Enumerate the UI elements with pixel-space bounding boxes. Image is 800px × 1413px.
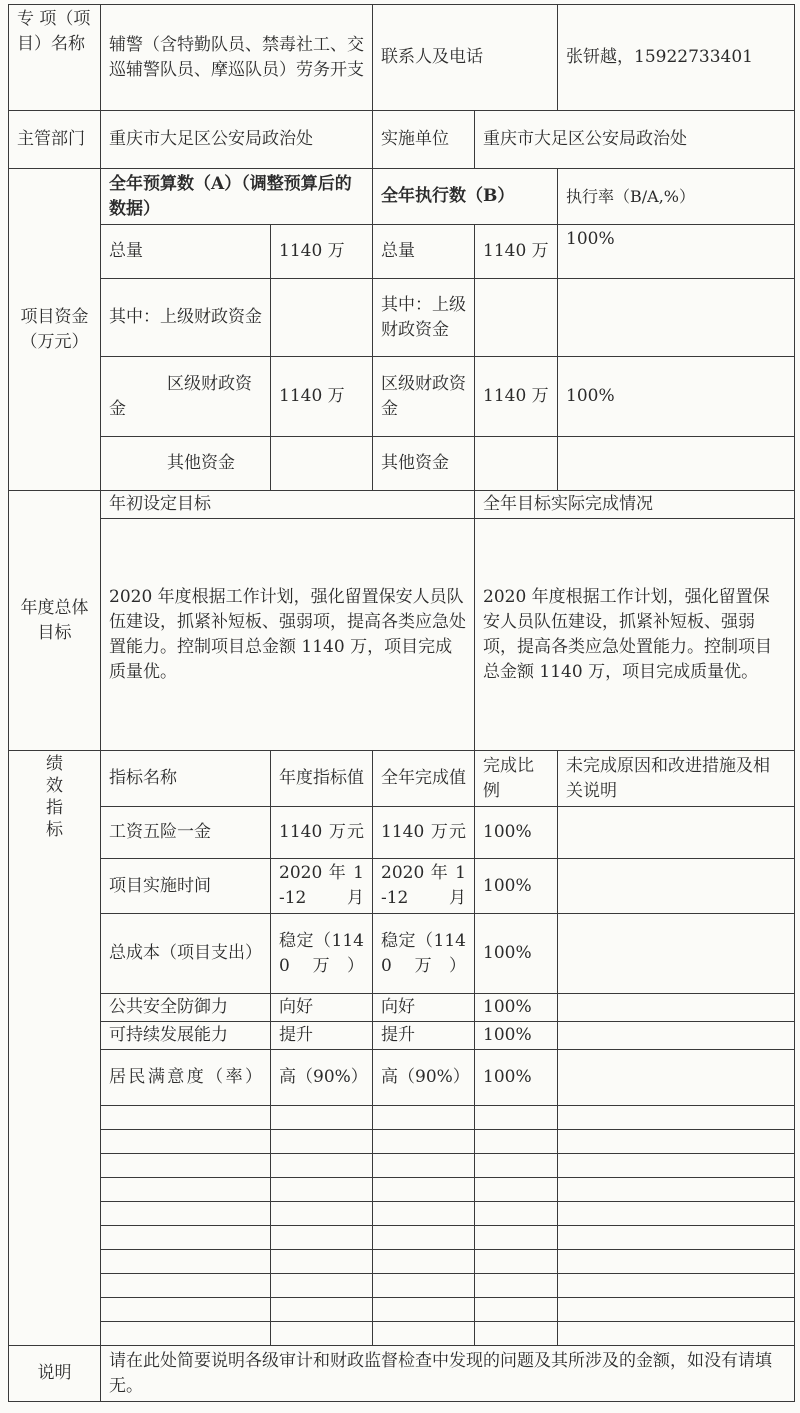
indicator-note	[558, 914, 795, 994]
empty-row	[9, 1106, 795, 1130]
fund-budget	[271, 437, 373, 491]
indicator-ratio: 100%	[475, 1022, 558, 1050]
indicator-target: 提升	[271, 1022, 373, 1050]
indicator-row	[9, 914, 795, 994]
indicators-label-char: 标	[46, 820, 63, 840]
fund-exec	[475, 279, 558, 357]
funds-row	[9, 279, 795, 357]
indicator-row	[9, 807, 795, 859]
indicator-note	[558, 1022, 795, 1050]
indicator-ratio: 100%	[475, 807, 558, 859]
indicators-label-char: 绩	[46, 754, 63, 774]
project-name-value: 辅警（含特勤队员、禁毒社工、交巡辅警队员、摩巡队员）劳务开支	[101, 5, 373, 111]
fund-label: 总量	[101, 225, 271, 279]
goals-text-row	[9, 519, 795, 751]
indicator-actual: 2020 年 1-12 月	[373, 859, 475, 914]
fund-exec-label: 其他资金	[373, 437, 475, 491]
fund-exec	[475, 437, 558, 491]
contact-value: 张钘越，15922733401	[558, 5, 795, 111]
indicator-actual: 向好	[373, 994, 475, 1022]
performance-evaluation-table	[8, 4, 795, 1402]
empty-row	[9, 1202, 795, 1226]
indicator-header-row	[9, 751, 795, 807]
rate-header: 执行率（B/A,%）	[558, 169, 795, 225]
fund-exec-label: 其中：上级财政资金	[373, 279, 475, 357]
indicator-row	[9, 1050, 795, 1106]
empty-row	[9, 1298, 795, 1322]
indicator-target: 向好	[271, 994, 373, 1022]
indicator-name: 项目实施时间	[101, 859, 271, 914]
fund-label: 其他资金	[101, 437, 271, 491]
indicator-row	[9, 994, 795, 1022]
project-row	[9, 5, 795, 111]
funds-row	[9, 437, 795, 491]
empty-row	[9, 1130, 795, 1154]
goals-actual-text: 2020 年度根据工作计划，强化留置保安人员队伍建设，抓紧补短板、强弱项，提高各类应急处置能力。控制项目总金额 1140 万，项目完成质量优。	[475, 519, 795, 751]
fund-rate: 100%	[558, 357, 795, 437]
fund-rate	[558, 279, 795, 357]
indicator-note-header: 未完成原因和改进措施及相关说明	[558, 751, 795, 807]
goals-set-header: 年初设定目标	[101, 491, 475, 519]
indicator-ratio: 100%	[475, 859, 558, 914]
notes-row	[9, 1346, 795, 1402]
goals-set-text: 2020 年度根据工作计划，强化留置保安人员队伍建设，抓紧补短板、强弱项，提高各类应急处置能力。控制项目总金额 1140 万，项目完成质量优。	[101, 519, 475, 751]
indicator-actual: 提升	[373, 1022, 475, 1050]
goals-actual-header: 全年目标实际完成情况	[475, 491, 795, 519]
indicator-actual: 1140 万元	[373, 807, 475, 859]
indicator-target: 1140 万元	[271, 807, 373, 859]
indicator-name: 公共安全防御力	[101, 994, 271, 1022]
indicator-name: 工资五险一金	[101, 807, 271, 859]
empty-row	[9, 1274, 795, 1298]
fund-rate: 100%	[558, 225, 795, 279]
indicator-name-header: 指标名称	[101, 751, 271, 807]
indicator-actual: 高（90%）	[373, 1050, 475, 1106]
empty-row	[9, 1322, 795, 1346]
indicator-name: 总成本（项目支出）	[101, 914, 271, 994]
fund-exec: 1140 万	[475, 225, 558, 279]
fund-label: 其中：上级财政资金	[101, 279, 271, 357]
department-row	[9, 111, 795, 169]
indicators-label	[9, 751, 101, 1346]
budget-header: 全年预算数（A）（调整预算后的数据）	[101, 169, 373, 225]
fund-budget	[271, 279, 373, 357]
impl-label: 实施单位	[373, 111, 475, 169]
indicator-ratio: 100%	[475, 1050, 558, 1106]
indicator-note	[558, 994, 795, 1022]
indicator-ratio: 100%	[475, 994, 558, 1022]
fund-exec: 1140 万	[475, 357, 558, 437]
indicator-target: 稳定（1140 万）	[271, 914, 373, 994]
indicator-actual: 稳定（1140 万）	[373, 914, 475, 994]
empty-row	[9, 1154, 795, 1178]
fund-budget: 1140 万	[271, 357, 373, 437]
indicator-note	[558, 859, 795, 914]
indicator-name: 可持续发展能力	[101, 1022, 271, 1050]
funds-row	[9, 225, 795, 279]
fund-rate	[558, 437, 795, 491]
indicator-target: 高（90%）	[271, 1050, 373, 1106]
indicator-actual-header: 全年完成值	[373, 751, 475, 807]
fund-label: 区级财政资金	[101, 357, 271, 437]
indicators-label-char: 指	[46, 798, 63, 818]
indicator-name: 居民满意度（率）	[101, 1050, 271, 1106]
fund-budget: 1140 万	[271, 225, 373, 279]
funds-header-row	[9, 169, 795, 225]
indicator-row	[9, 1022, 795, 1050]
project-name-label: 专 项（项目）名称	[9, 5, 101, 111]
contact-label: 联系人及电话	[373, 5, 558, 111]
goals-label: 年度总体目标	[9, 491, 101, 751]
fund-exec-label: 区级财政资金	[373, 357, 475, 437]
empty-row	[9, 1178, 795, 1202]
notes-text: 请在此处简要说明各级审计和财政监督检查中发现的问题及其所涉及的金额，如没有请填无。	[101, 1346, 795, 1402]
exec-header: 全年执行数（B）	[373, 169, 558, 225]
indicator-note	[558, 1050, 795, 1106]
indicator-ratio: 100%	[475, 914, 558, 994]
indicator-note	[558, 807, 795, 859]
empty-row	[9, 1226, 795, 1250]
indicator-row	[9, 859, 795, 914]
fund-exec-label: 总量	[373, 225, 475, 279]
indicator-ratio-header: 完成比例	[475, 751, 558, 807]
indicators-label-char: 效	[46, 776, 63, 796]
funds-row	[9, 357, 795, 437]
funds-label: 项目资金（万元）	[9, 169, 101, 491]
empty-row	[9, 1250, 795, 1274]
notes-label: 说明	[9, 1346, 101, 1402]
indicator-target: 2020 年 1-12 月	[271, 859, 373, 914]
dept-value: 重庆市大足区公安局政治处	[101, 111, 373, 169]
dept-label: 主管部门	[9, 111, 101, 169]
impl-value: 重庆市大足区公安局政治处	[475, 111, 795, 169]
indicator-target-header: 年度指标值	[271, 751, 373, 807]
goals-header-row	[9, 491, 795, 519]
